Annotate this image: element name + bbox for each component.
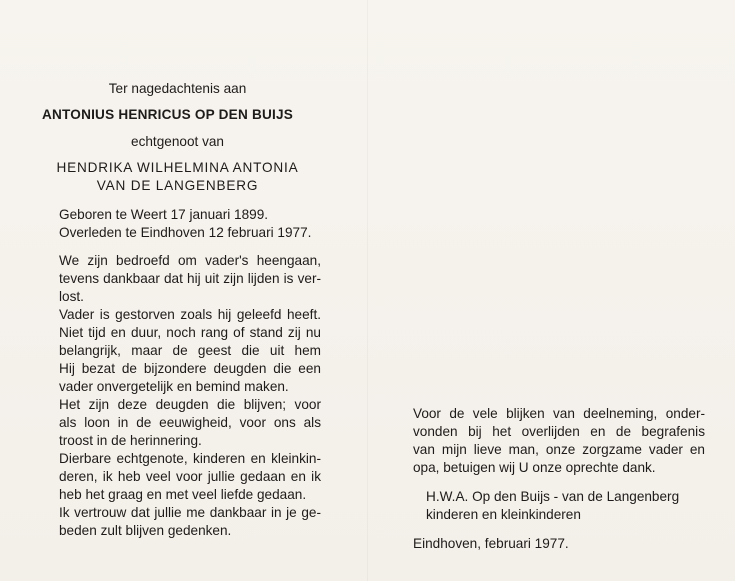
text-line: Het zijn deze deugden die blijven; voor <box>59 397 321 412</box>
intro-text: Ter nagedachtenis aan <box>108 81 247 96</box>
text-line: troost in de herinnering. <box>59 433 202 448</box>
text-line: vader onvergetelijk en bemind maken. <box>59 379 289 394</box>
text-line: beden zult blijven gedenken. <box>59 523 232 538</box>
text-line: Vader is gestorven zoals hij geleefd heeft. <box>59 307 321 322</box>
text-line: Ik vertrouw dat jullie me dankbaar in je ge- <box>59 505 321 520</box>
spouse-name-line1: HENDRIKA WILHELMINA ANTONIA <box>56 160 299 175</box>
text-line: Dierbare echtgenote, kinderen en kleinkin- <box>59 451 321 466</box>
farewell-text <box>59 252 321 540</box>
birth-line: Geboren te Weert 17 januari 1899. <box>59 207 269 222</box>
text-line: Voor de vele blijken van deelneming, onder- <box>413 406 705 421</box>
place-date: Eindhoven, februari 1977. <box>413 536 569 551</box>
text-line: opa, betuigen wij U onze oprechte dank. <box>413 460 656 475</box>
text-line: lost. <box>59 289 84 304</box>
text-line: Niet tijd en duur, noch rang of stand zij nu <box>59 325 321 340</box>
text-line: deren, ik heb veel voor jullie gedaan en ik <box>59 469 321 484</box>
text-line: belangrijk, maar de geest die uit hem <box>59 343 321 358</box>
death-line: Overleden te Eindhoven 12 februari 1977. <box>59 225 312 240</box>
text-line: tevens dankbaar dat hij uit zijn lijden is ver- <box>59 271 321 286</box>
spouse-name-line2: VAN DE LANGENBERG <box>96 178 259 193</box>
card-fold <box>367 0 368 581</box>
family-line: kinderen en kleinkinderen <box>426 507 581 522</box>
text-line: vonden bij het overlijden en de begrafenis <box>413 424 705 439</box>
text-line: van mijn lieve man, onze zorgzame vader en <box>413 442 705 457</box>
text-line: als loon in de eeuwigheid, voor ons als <box>59 415 321 430</box>
spouse-label: echtgenoot van <box>131 134 224 149</box>
thanks-text <box>413 405 705 477</box>
signature-line: H.W.A. Op den Buijs - van de Langenberg <box>426 489 680 504</box>
text-line: heb het graag en met veel liefde gedaan. <box>59 487 307 502</box>
text-line: Hij bezat de bijzondere deugden die een <box>59 361 321 376</box>
text-line: We zijn bedroefd om vader's heengaan, <box>59 253 321 268</box>
deceased-name: ANTONIUS HENRICUS OP DEN BUIJS <box>42 107 293 122</box>
